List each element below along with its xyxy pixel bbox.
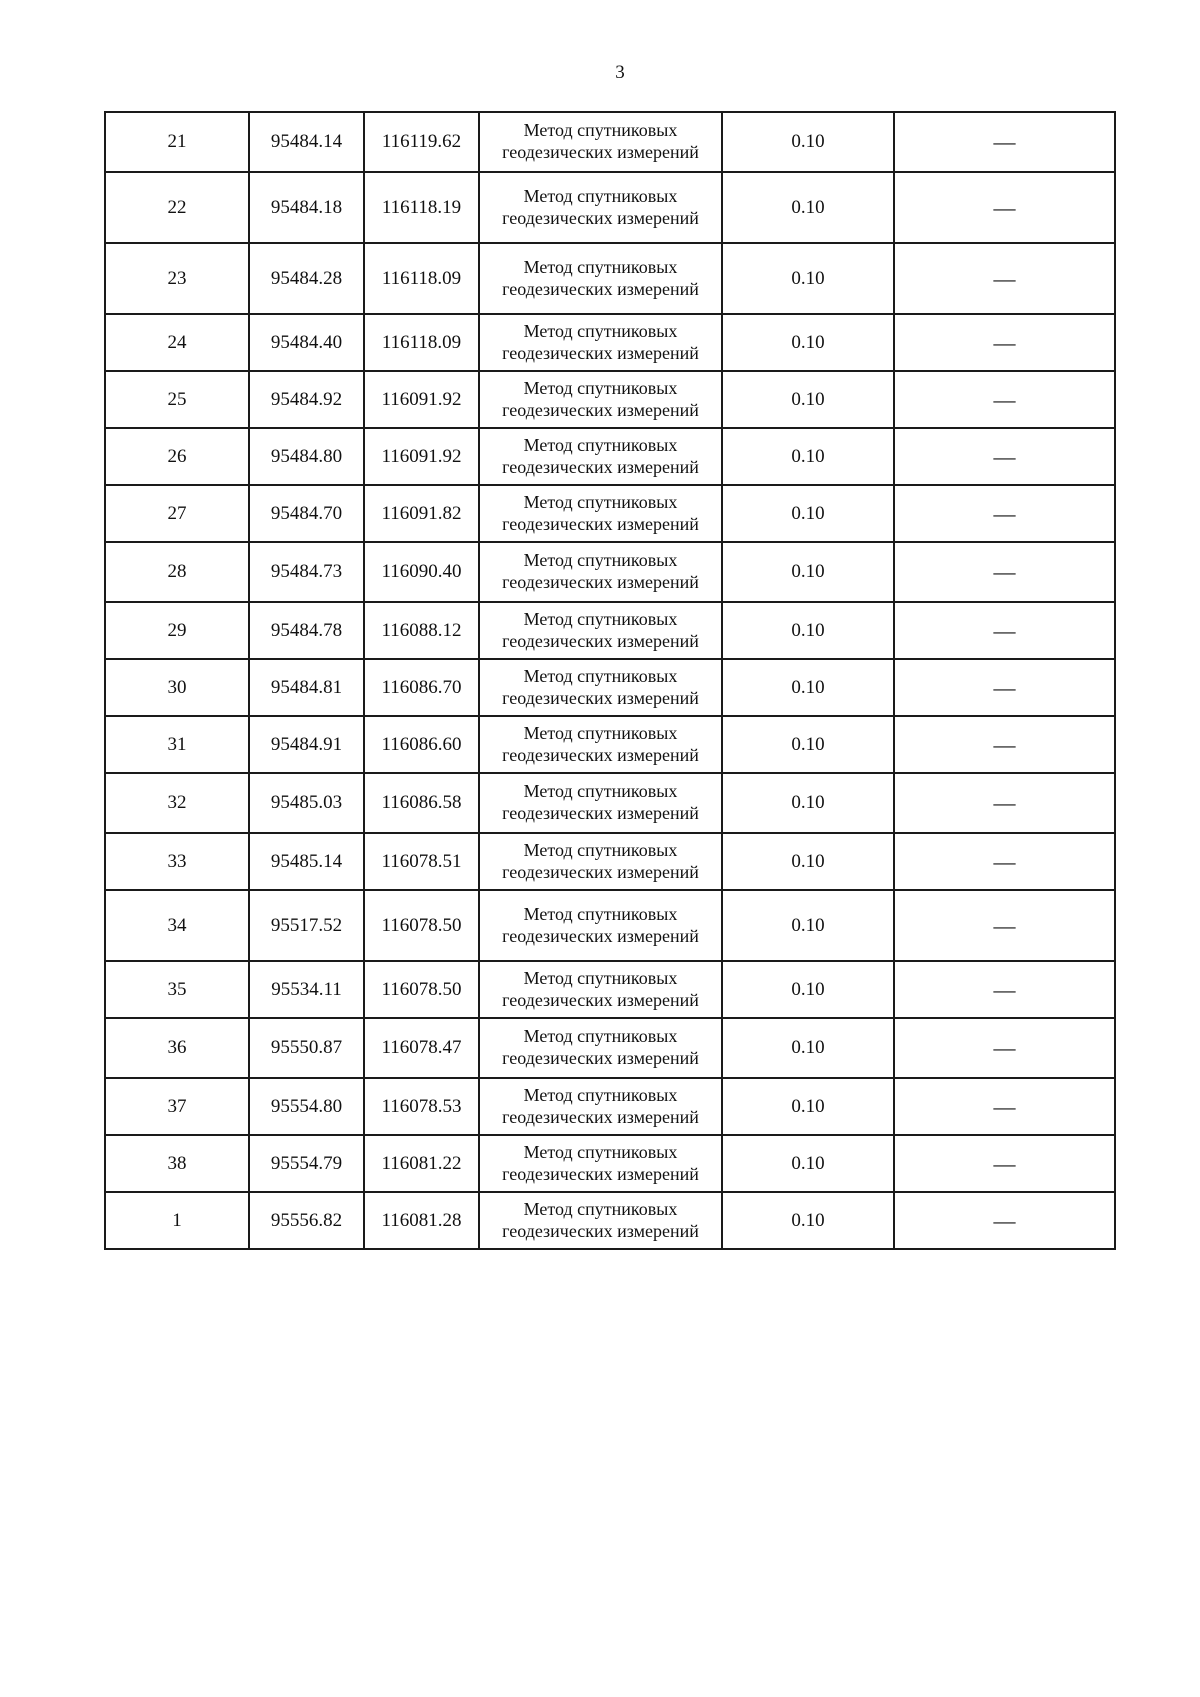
y-coordinate-cell: 116091.92 [364,371,479,428]
method-cell [479,542,722,602]
y-coordinate-cell: 116118.19 [364,172,479,243]
accuracy-cell: 0.10 [722,833,894,890]
method-cell [479,961,722,1018]
accuracy-cell: 0.10 [722,1192,894,1249]
dash-mark: — [993,1207,1016,1233]
x-coordinate-cell: 95484.28 [249,243,364,314]
note-cell [894,542,1115,602]
accuracy-cell: 0.10 [722,485,894,542]
method-cell [479,314,722,371]
table-row [105,243,1115,314]
y-coordinate-cell: 116081.22 [364,1135,479,1192]
dash-mark: — [993,976,1016,1002]
method-line-2: геодезических измерений [502,1048,699,1068]
accuracy-cell: 0.10 [722,428,894,485]
accuracy-cell: 0.10 [722,314,894,371]
method-line-2: геодезических измерений [502,142,699,162]
method-cell [479,485,722,542]
method-cell [479,659,722,716]
method-cell [479,890,722,961]
table-row [105,961,1115,1018]
coordinates-table-body [105,112,1115,1249]
accuracy-cell: 0.10 [722,542,894,602]
table-row [105,542,1115,602]
note-cell [894,659,1115,716]
method-line-2: геодезических измерений [502,399,699,420]
method-cell [479,172,722,243]
dash-mark: — [993,1035,1016,1061]
dash-mark: — [993,617,1016,643]
point-number-cell: 34 [105,890,249,961]
point-number-cell: 35 [105,961,249,1018]
point-number-cell: 25 [105,371,249,428]
x-coordinate-cell: 95484.91 [249,716,364,773]
point-number-cell: 23 [105,243,249,314]
point-number-cell: 32 [105,773,249,833]
note-cell [894,833,1115,890]
dash-mark: — [993,1093,1016,1119]
y-coordinate-cell: 116090.40 [364,542,479,602]
method-cell [479,243,722,314]
table-row [105,890,1115,961]
method-cell [479,1135,722,1192]
accuracy-cell: 0.10 [722,1018,894,1078]
method-line-2: геодезических измерений [502,925,699,946]
method-line-1: Метод спутниковых [523,722,678,743]
table-row [105,172,1115,243]
dash-mark: — [993,674,1016,700]
y-coordinate-cell: 116086.58 [364,773,479,833]
method-line-2: геодезических измерений [502,456,699,477]
point-number-cell: 21 [105,112,249,172]
method-cell [479,1192,722,1249]
x-coordinate-cell: 95550.87 [249,1018,364,1078]
table-row [105,485,1115,542]
accuracy-cell: 0.10 [722,243,894,314]
y-coordinate-cell: 116078.51 [364,833,479,890]
table-row [105,371,1115,428]
method-line-1: Метод спутниковых [523,550,678,571]
x-coordinate-cell: 95534.11 [249,961,364,1018]
x-coordinate-cell: 95484.70 [249,485,364,542]
y-coordinate-cell: 116091.82 [364,485,479,542]
x-coordinate-cell: 95484.14 [249,112,364,172]
note-cell [894,371,1115,428]
method-line-2: геодезических измерений [502,207,699,228]
accuracy-cell: 0.10 [722,1135,894,1192]
y-coordinate-cell: 116091.92 [364,428,479,485]
method-line-2: геодезических измерений [502,342,699,363]
x-coordinate-cell: 95484.18 [249,172,364,243]
table-row [105,1018,1115,1078]
point-number-cell: 28 [105,542,249,602]
method-line-1: Метод спутниковых [523,1198,678,1219]
method-line-1: Метод спутниковых [523,434,678,455]
dash-mark: — [993,386,1016,412]
table-row [105,833,1115,890]
accuracy-cell: 0.10 [722,659,894,716]
dash-mark: — [993,790,1016,816]
method-line-2: геодезических измерений [502,861,699,882]
dash-mark: — [993,194,1016,220]
method-line-1: Метод спутниковых [523,256,678,277]
note-cell [894,890,1115,961]
method-line-2: геодезических измерений [502,687,699,708]
method-line-1: Метод спутниковых [523,781,678,802]
x-coordinate-cell: 95554.80 [249,1078,364,1135]
y-coordinate-cell: 116119.62 [364,112,479,172]
method-line-2: геодезических измерений [502,803,699,823]
point-number-cell: 33 [105,833,249,890]
method-cell [479,1078,722,1135]
dash-mark: — [993,129,1016,155]
method-cell [479,716,722,773]
note-cell [894,773,1115,833]
table-row [105,428,1115,485]
x-coordinate-cell: 95484.81 [249,659,364,716]
table-row [105,314,1115,371]
dash-mark: — [993,559,1016,585]
accuracy-cell: 0.10 [722,716,894,773]
note-cell [894,1018,1115,1078]
y-coordinate-cell: 116088.12 [364,602,479,659]
note-cell [894,243,1115,314]
method-line-1: Метод спутниковых [523,839,678,860]
dash-mark: — [993,1150,1016,1176]
x-coordinate-cell: 95484.78 [249,602,364,659]
note-cell [894,602,1115,659]
dash-mark: — [993,731,1016,757]
method-line-1: Метод спутниковых [523,1084,678,1105]
method-cell [479,112,722,172]
note-cell [894,112,1115,172]
dash-mark: — [993,848,1016,874]
coordinates-table [104,111,1116,1250]
method-line-1: Метод спутниковых [523,967,678,988]
method-line-2: геодезических измерений [502,630,699,651]
y-coordinate-cell: 116086.60 [364,716,479,773]
page-number: 3 [615,62,625,83]
method-line-1: Метод спутниковых [523,1141,678,1162]
table-row [105,1135,1115,1192]
table-row [105,1192,1115,1249]
point-number-cell: 27 [105,485,249,542]
x-coordinate-cell: 95484.80 [249,428,364,485]
point-number-cell: 29 [105,602,249,659]
x-coordinate-cell: 95484.40 [249,314,364,371]
method-line-1: Метод спутниковых [523,608,678,629]
note-cell [894,1192,1115,1249]
method-line-2: геодезических измерений [502,278,699,299]
method-line-1: Метод спутниковых [523,185,678,206]
y-coordinate-cell: 116086.70 [364,659,479,716]
note-cell [894,314,1115,371]
dash-mark: — [993,265,1016,291]
x-coordinate-cell: 95556.82 [249,1192,364,1249]
method-line-2: геодезических измерений [502,1220,699,1241]
note-cell [894,1135,1115,1192]
point-number-cell: 1 [105,1192,249,1249]
accuracy-cell: 0.10 [722,172,894,243]
dash-mark: — [993,329,1016,355]
note-cell [894,428,1115,485]
y-coordinate-cell: 116078.47 [364,1018,479,1078]
point-number-cell: 38 [105,1135,249,1192]
dash-mark: — [993,443,1016,469]
accuracy-cell: 0.10 [722,602,894,659]
accuracy-cell: 0.10 [722,961,894,1018]
y-coordinate-cell: 116078.53 [364,1078,479,1135]
y-coordinate-cell: 116118.09 [364,243,479,314]
table-row [105,112,1115,172]
method-line-2: геодезических измерений [502,1163,699,1184]
accuracy-cell: 0.10 [722,773,894,833]
x-coordinate-cell: 95484.92 [249,371,364,428]
method-line-2: геодезических измерений [502,572,699,592]
method-cell [479,428,722,485]
accuracy-cell: 0.10 [722,112,894,172]
method-cell [479,602,722,659]
y-coordinate-cell: 116078.50 [364,890,479,961]
point-number-cell: 37 [105,1078,249,1135]
note-cell [894,172,1115,243]
point-number-cell: 24 [105,314,249,371]
table-row [105,659,1115,716]
x-coordinate-cell: 95517.52 [249,890,364,961]
method-line-2: геодезических измерений [502,513,699,534]
y-coordinate-cell: 116078.50 [364,961,479,1018]
method-cell [479,371,722,428]
point-number-cell: 36 [105,1018,249,1078]
x-coordinate-cell: 95485.14 [249,833,364,890]
point-number-cell: 26 [105,428,249,485]
method-cell [479,1018,722,1078]
method-line-2: геодезических измерений [502,989,699,1010]
x-coordinate-cell: 95484.73 [249,542,364,602]
accuracy-cell: 0.10 [722,1078,894,1135]
method-line-1: Метод спутниковых [523,491,678,512]
table-row [105,773,1115,833]
method-line-1: Метод спутниковых [523,120,678,141]
note-cell [894,716,1115,773]
note-cell [894,1078,1115,1135]
point-number-cell: 30 [105,659,249,716]
x-coordinate-cell: 95554.79 [249,1135,364,1192]
note-cell [894,485,1115,542]
point-number-cell: 31 [105,716,249,773]
method-cell [479,833,722,890]
method-cell [479,773,722,833]
accuracy-cell: 0.10 [722,890,894,961]
dash-mark: — [993,500,1016,526]
method-line-2: геодезических измерений [502,1106,699,1127]
dash-mark: — [993,912,1016,938]
accuracy-cell: 0.10 [722,371,894,428]
point-number-cell: 22 [105,172,249,243]
method-line-2: геодезических измерений [502,744,699,765]
method-line-1: Метод спутниковых [523,377,678,398]
x-coordinate-cell: 95485.03 [249,773,364,833]
method-line-1: Метод спутниковых [523,665,678,686]
method-line-1: Метод спутниковых [523,320,678,341]
y-coordinate-cell: 116118.09 [364,314,479,371]
method-line-1: Метод спутниковых [523,903,678,924]
table-row [105,1078,1115,1135]
table-row [105,602,1115,659]
note-cell [894,961,1115,1018]
y-coordinate-cell: 116081.28 [364,1192,479,1249]
table-row [105,716,1115,773]
method-line-1: Метод спутниковых [523,1026,678,1047]
